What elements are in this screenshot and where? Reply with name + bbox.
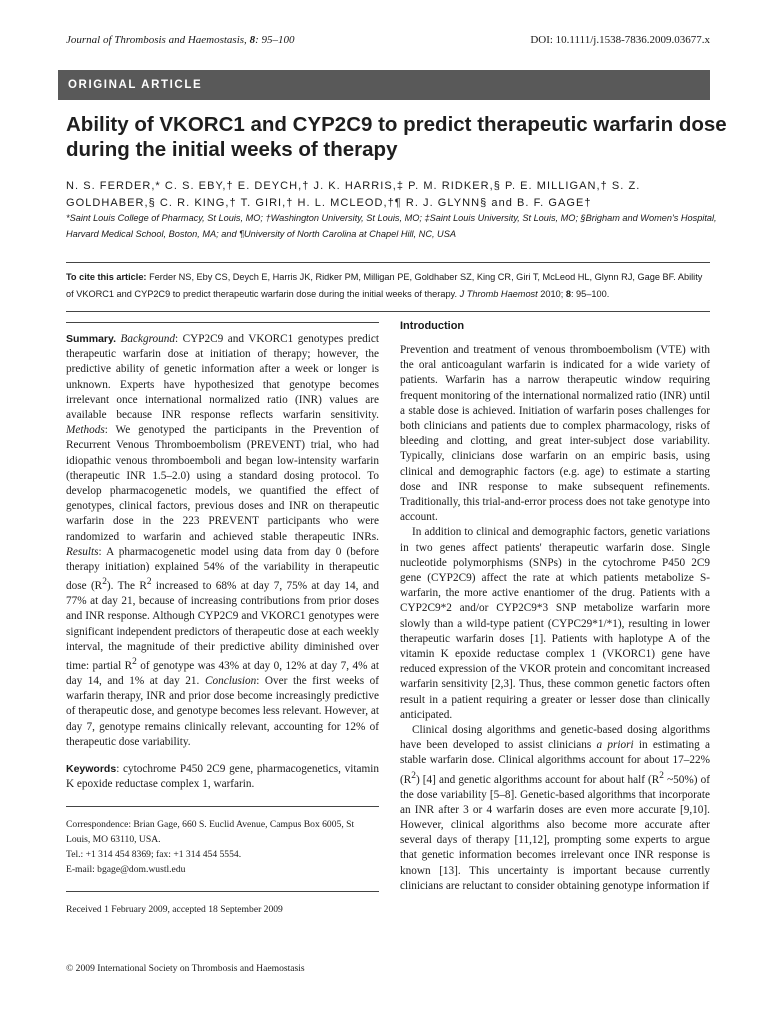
citation-pages: : 95–100. xyxy=(570,289,610,299)
conclusion-label: Conclusion xyxy=(204,674,257,687)
background-text: : CYP2C9 and VKORC1 genotypes predict therapeutic warfarin dose at initiation of therapy; however, the predictive ability of genetic information after a week or longer is unknown. Experts have hypothesized that genotype becomes irrelevant once international normalized ratio (INR) values are available because INR response reflects warfarin sensitivity. xyxy=(66,333,379,422)
superscript: 2 xyxy=(102,577,107,588)
superscript: 2 xyxy=(411,770,416,781)
intro-paragraph-3 xyxy=(400,723,710,894)
superscript: 2 xyxy=(659,770,664,781)
results-text-c: increased to 68% at day 7, 75% at day 14, and 77% at day 21, because of increasing contributions from prior doses and INR response. Although CYP2C9 and VKORC1 genotypes were significant independent predictors of therapeutic dose at each weekly interval, the magnitude of their predictive ability diminished over time: partial R xyxy=(66,580,380,672)
intro-paragraph-2: In addition to clinical and demographic factors, genetic variations in two genes affect patients' therapeutic warfarin dose. Single nucleotide polymorphisms (SNPs) in the cytochrome P450 2C9 gene (CYP2C9) affect the rate at which patients metabolize S-warfarin, the more active enantiomer of the drug. Patients with a CYP2C9*2 and/or CYP2C9*3 SNP metabolize warfarin more slowly than a wild-type patient (CYPC29*1/*1), resulting in lower therapeutic warfarin doses [1]. Patients with haplotype A of the vitamin K epoxide reductase complex 1 (VKORC1) gene have reduced expression of the VKOR protein and concomitant increased warfarin sensitivity [2,3]. Thus, these common genetic factors often result in a patient requiring a greater or lesser dose than clinically anticipated. xyxy=(400,526,710,721)
results-text-d: of genotype was 43% at day 0, 12% at day 7, 4% at day 14, and 1% at day 21. xyxy=(66,659,380,687)
citation-text: Ferder NS, Eby CS, Deych E, Harris JK, Ridker PM, Milligan PE, Goldhaber SZ, King CR, Giri T, McLeod HL, Glynn RJ, Gage BF. Ability of VKORC1 and CYP2C9 to predict therapeutic warfarin dose during the initial weeks of therapy. xyxy=(66,272,703,299)
results-label: Results xyxy=(66,545,99,558)
methods-text: : We genotyped the participants in the Prevention of Recurrent Venous Thromboembolism (PREVENT) trial, who had idiopathic venous thromboemboli and began low-intensity warfarin (therapeutic INR 1.5–2.0) using a standard dosing protocol. To develop pharmacogenetic models, we quantified the effect of genotypes, clinical factors, previous doses and INR on therapeutic warfarin dose in the 223 PREVENT participants who were randomized to warfarin and achieved stable therapeutic INRs. xyxy=(66,424,379,543)
intro-p3-text-d: ~50%) of the dose variability [5–8]. Genetic-based algorithms that incorporate an INR after 3 or 4 warfarin doses are even more accurate [9,10]. However, clinical algorithms also become more accurate after several days of therapy [11,12], prompting some experts to argue that genetic information becomes irrelevant once INR response is known [13]. This uncertainty is important because currently clinicians are reluctant to consider obtaining genotype information if xyxy=(400,773,710,892)
keywords-text: : cytochrome P450 2C9 gene, pharmacogenetics, vitamin K epoxide reductase complex 1, warfarin. xyxy=(66,762,379,791)
keywords xyxy=(66,762,379,792)
results-text-b: ). The R xyxy=(106,580,147,592)
section-heading-introduction: Introduction xyxy=(400,320,465,332)
citation-year: 2010; xyxy=(540,289,564,299)
superscript: 2 xyxy=(132,657,137,668)
journal-citation xyxy=(66,34,294,46)
journal-pages: : 95–100 xyxy=(255,34,295,46)
article-title: Ability of VKORC1 and CYP2C9 to predict therapeutic warfarin dose during the initial weeks of therapy xyxy=(66,113,727,161)
summary-abstract xyxy=(66,332,379,750)
correspondence-email[interactable]: E-mail: bgage@dom.wustl.edu xyxy=(66,864,186,876)
keywords-label: Keywords xyxy=(66,762,117,775)
superscript: 2 xyxy=(146,577,152,588)
citation-volume: 8 xyxy=(565,289,571,299)
citation-label: To cite this article: xyxy=(66,272,147,282)
citation-journal: J Thromb Haemost xyxy=(459,289,538,299)
running-header xyxy=(66,34,710,52)
citation-box xyxy=(66,262,710,312)
copyright-notice: © 2009 International Society on Thrombosis and Haemostasis xyxy=(66,963,305,974)
affiliations: *Saint Louis College of Pharmacy, St Louis, MO; †Washington University, St Louis, MO; ‡Saint Louis University, St Louis, MO; §Brigham and Women's Hospital, Harvard Medical School, Boston, MA; and ¶University of North Carolina at Chapel Hill, NC, USA xyxy=(66,213,717,239)
correspondence-phone: Tel.: +1 314 454 8369; fax: +1 314 454 5554. xyxy=(66,849,242,861)
intro-p3-text-b: in estimating a stable warfarin dose. Clinical algorithms account for about 17–22% (R xyxy=(400,739,710,786)
author-list: N. S. FERDER,* C. S. EBY,† E. DEYCH,† J. K. HARRIS,‡ P. M. RIDKER,§ P. E. MILLIGAN,† S. Z. GOLDHABER,§ C. R. KING,† T. GIRI,† H. L. MCLEOD,†¶ R. J. GLYNN§ and B. F. GAGE† xyxy=(66,180,641,209)
journal-volume: 8 xyxy=(249,34,256,46)
conclusion-text: : Over the first weeks of warfarin therapy, INR and prior dose become increasingly predictive of therapeutic dose, and genotype becomes less relevant. However, at day 7, genotype remains clinically relevant, accounting for 12% of therapeutic dose variability. xyxy=(66,674,380,748)
intro-p3-text-a: Clinical dosing algorithms and genetic-based dosing algorithms have been developed to assist clinicians xyxy=(400,724,710,752)
methods-label: Methods xyxy=(66,424,105,437)
results-text-a: : A pharmacogenetic model using data from day 0 (before therapy initiation) explained 54% of the variability in therapeutic dose (R xyxy=(66,545,379,592)
background-label: Background xyxy=(120,333,176,345)
received-dates: Received 1 February 2009, accepted 18 September 2009 xyxy=(66,891,379,917)
correspondence xyxy=(66,806,379,877)
intro-paragraph-1: Prevention and treatment of venous thromboembolism (VTE) with the oral anticoagulant warfarin is indicated for a wide variety of patients. Warfarin has a narrow therapeutic window requiring frequent monitoring of the international normalized ratio (INR) until a stable dose is achieved. Initiation of warfarin poses challenges for both clinicians and patients due to complex pharmacology, risks of bleeding and clotting, and great inter-subject dose variability. Typically, clinicians dose warfarin on an empiric basis, using clinical and demographic factors (e.g. age) to estimate a starting dose and INR response to make subsequent refinements. Traditionally, this trial-and-error process does not take genotype into account. xyxy=(400,344,710,524)
summary-label: Summary. xyxy=(66,333,116,345)
intro-p3-italic: a priori xyxy=(596,739,634,752)
doi[interactable]: DOI: 10.1111/j.1538-7836.2009.03677.x xyxy=(530,34,710,46)
intro-p3-text-c: ) [4] and genetic algorithms account for about half (R xyxy=(415,773,660,786)
correspondence-address: Correspondence: Brian Gage, 660 S. Euclid Avenue, Campus Box 6005, St Louis, MO 63110, USA. xyxy=(66,819,355,846)
left-column xyxy=(66,322,379,917)
right-column xyxy=(400,318,710,894)
article-type-banner: ORIGINAL ARTICLE xyxy=(58,70,710,100)
summary-divider xyxy=(66,322,379,323)
journal-name: Journal of Thrombosis and Haemostasis, xyxy=(66,34,247,46)
